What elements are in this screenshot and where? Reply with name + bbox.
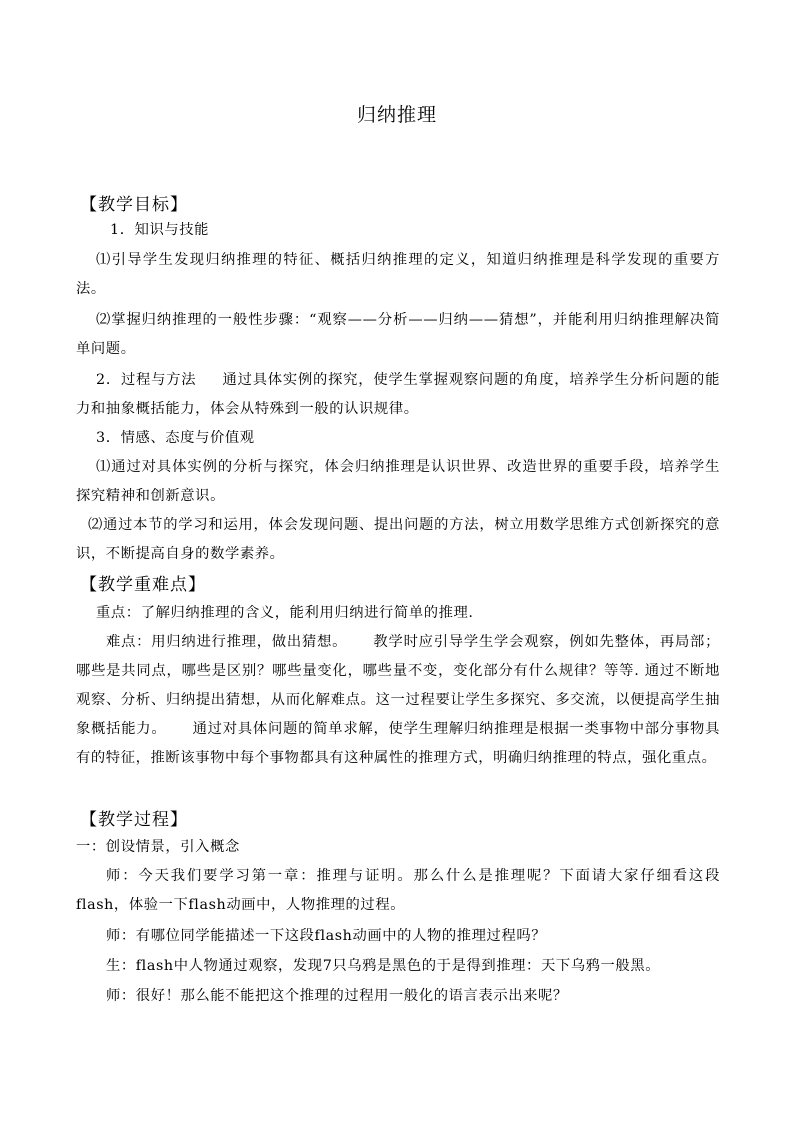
section-heading-key-points: 【教学重难点】 [80,575,206,595]
section-heading-process: 【教学过程】 [80,810,188,830]
goal-item-3: 3．情感、态度与价值观 [96,430,255,446]
key-point: 重点：了解归纳推理的含义，能利用归纳进行简单的推理. [96,605,474,621]
dialogue-student-1: 生：flash中人物通过观察，发现7只乌鸦是黑色的于是得到推理：天下乌鸦一般黑。 [106,958,661,974]
dialogue-teacher-3: 师：很好！那么能不能把这个推理的过程用一般化的语言表示出来呢？ [106,988,568,1004]
goal-item-2-label: 2．过程与方法 [96,372,197,388]
goal-item-3-paragraph-2: ⑵通过本节的学习和运用，体会发现问题、提出问题的方法，树立用数学思维方式创新探究的意识，不断提高自身的数学素养。 [76,517,720,562]
section-heading-goals: 【教学目标】 [80,195,188,215]
dialogue-teacher-1: 师：今天我们要学习第一章：推理与证明。那么什么是推理呢？下面请大家仔细看这段flash，体验一下flash动画中，人物推理的过程。 [76,868,720,913]
goal-item-3-paragraph-1: ⑴通过对具体实例的分析与探究，体会归纳推理是认识世界、改造世界的重要手段，培养学生探究精神和创新意识。 [76,459,720,504]
process-step-1: 一：创设情景，引入概念 [76,839,240,855]
goal-item-2-paragraph [76,366,720,424]
difficulty-emphasis: 通过对具体问题的简单求解，使学生理解归纳推理是根据一类事物中部分事物具有的特征，推断该事物中每个事物都具有这种属性的推理方式，明确归纳推理的特点，强化重点。 [76,721,720,766]
goal-item-1: 1．知识与技能 [110,222,210,238]
page-title: 归纳推理 [356,104,437,126]
dialogue-teacher-2: 师：有哪位同学能描述一下这段flash动画中的人物的推理过程吗？ [106,928,547,944]
goal-item-2-text: 通过具体实例的探究，使学生掌握观察问题的角度，培养学生分析问题的能力和抽象概括能力，体会从特殊到一般的认识规律。 [76,372,720,417]
goal-item-1-paragraph-1: ⑴引导学生发现归纳推理的特征、概括归纳推理的定义，知道归纳推理是科学发现的重要方法。 [76,252,720,297]
difficulty-label: 难点：用归纳进行推理，做出猜想。 [106,634,348,650]
difficulty-paragraph [76,628,720,773]
goal-item-1-paragraph-2: ⑵掌握归纳推理的一般性步骤：“观察——分析——归纳——猜想”，并能利用归纳推理解决简单问题。 [76,312,720,357]
difficulty-guidance: 教学时应引导学生学会观察，例如先整体，再局部；哪些是共同点，哪些是区别？哪些量变化，哪些量不变，变化部分有什么规律？等等. 通过不断地观察、分析、归纳提出猜想，从而化解难点。这一过程要让学生多探究、多交流，以便提高学生抽象概括能力。 [76,634,720,737]
